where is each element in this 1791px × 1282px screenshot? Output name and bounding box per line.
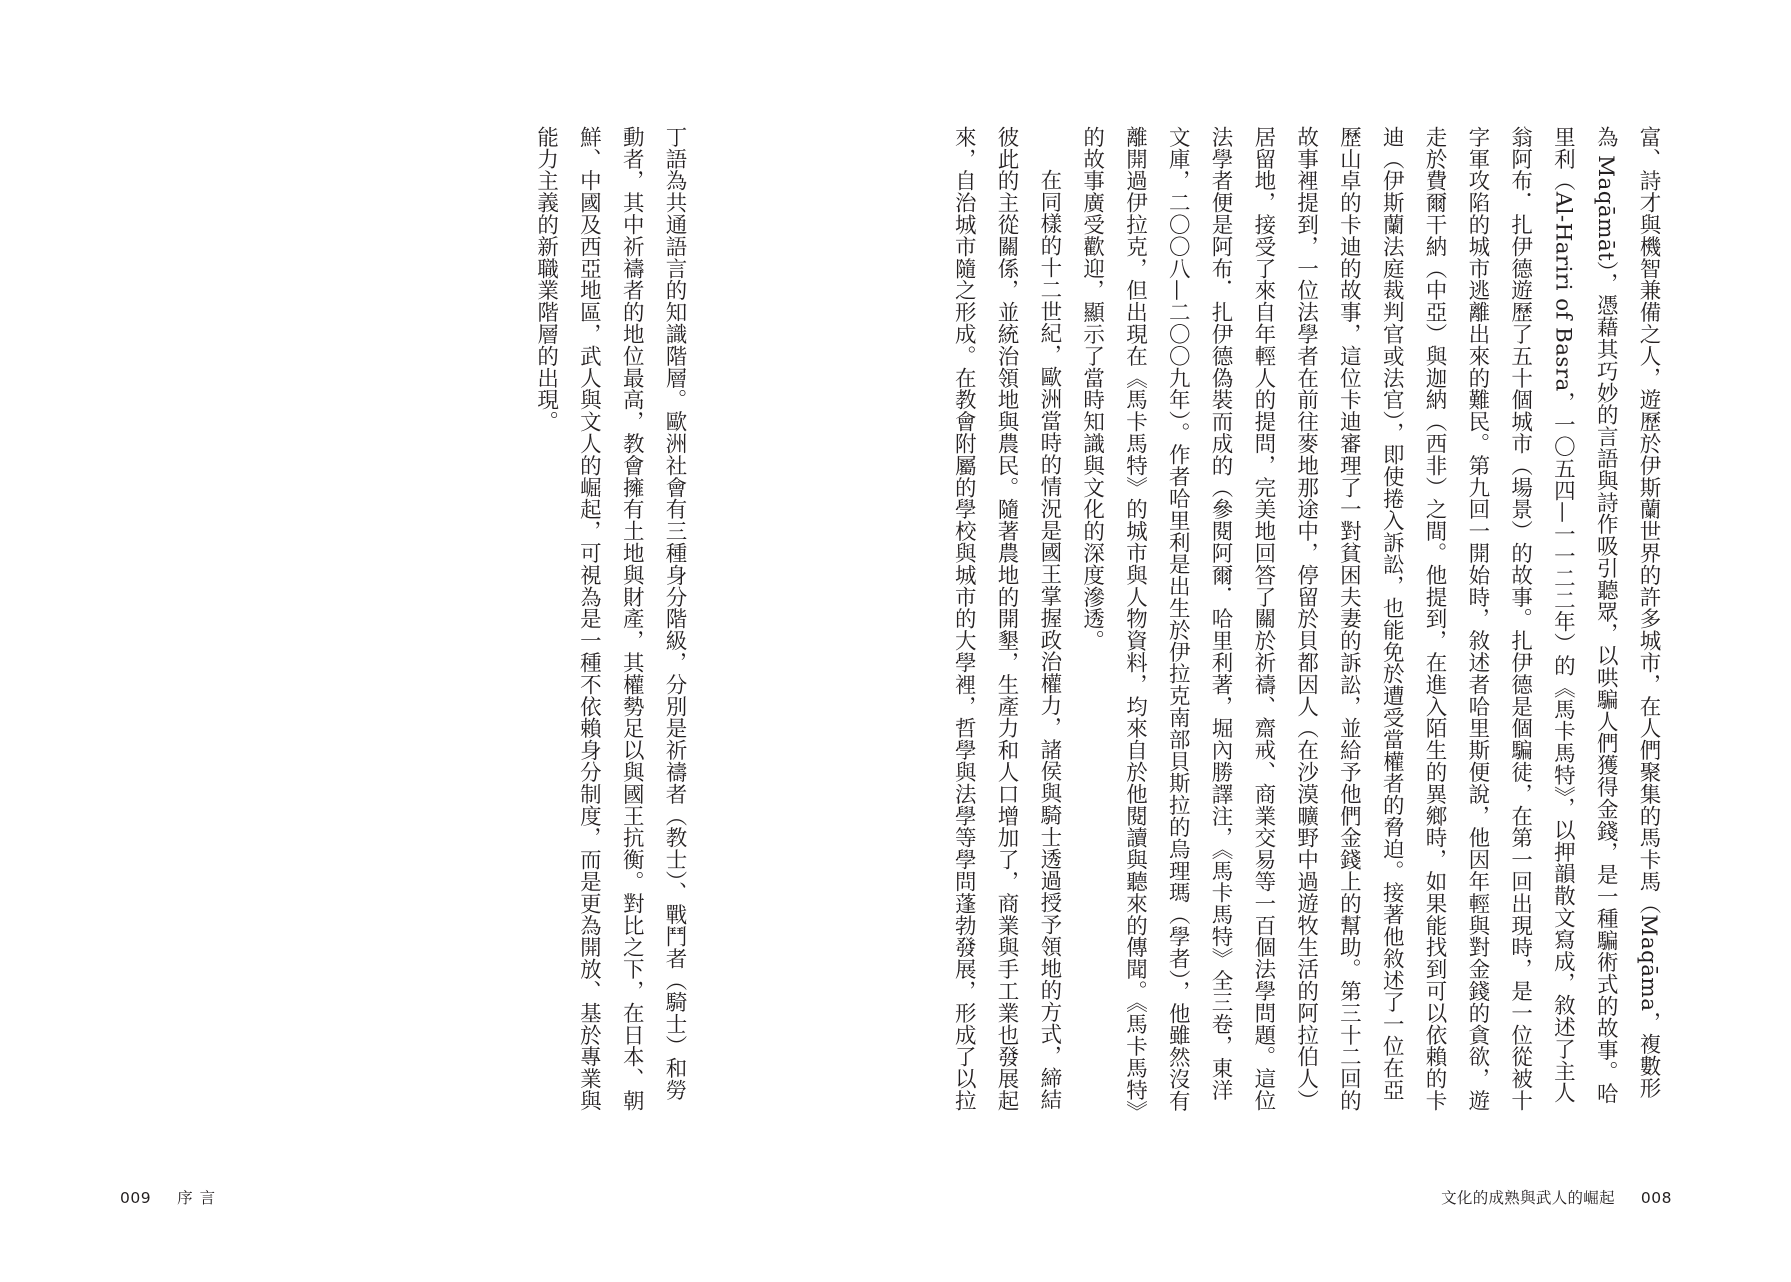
right-page-paragraph-2: 在同樣的十二世紀，歐洲當時的情況是國王掌握政治權力，諸侯與騎士透過授予領地的方式，締結彼此的主從關係，並統治領地與農民。隨著農地的開墾，生產力和人口增加了，商業與手工業也發展起來，自治城市隨之形成。在教會附屬的學校與城市的大學裡，哲學與法學等學問蓬勃發展，形成了以拉 [951, 126, 1062, 1112]
left-page-body [355, 126, 695, 1116]
right-running-head: 文化的成熟與武人的崛起 [1441, 1189, 1615, 1207]
left-page-paragraph-1: 丁語為共通語言的知識階層。歐洲社會有三種身分階級，分別是祈禱者（教士）、戰鬥者（騎士）和勞動者，其中祈禱者的地位最高，教會擁有土地與財產，其權勢足以與國王抗衡。對比之下，在日本、朝鮮、中國及西亞地區，武人與文人的崛起，可視為是一種不依賴身分制度，而是更為開放、基於專業與能力主義的新職業階層的出現。 [533, 126, 687, 1112]
right-page-footer [1441, 1186, 1672, 1208]
left-page-number: 009 [120, 1189, 152, 1207]
right-page-number: 008 [1640, 1189, 1672, 1207]
right-page-paragraph-1: 富、詩才與機智兼備之人，遊歷於伊斯蘭世界的許多城市，在人們聚集的馬卡馬（Maqāma，複數形為 Maqāmāt），憑藉其巧妙的言語與詩作吸引聽眾，以哄騙人們獲得金錢，是一種騙術式的故事。哈里利（Al-Hariri of Basra，一〇五四—一一二二年）的《馬卡馬特》，以押韻散文寫成，敘述了主人翁阿布．扎伊德遊歷了五十個城市（場景）的故事。扎伊德是個騙徒，在第一回出現時，是一位從被十字軍攻陷的城市逃離出來的難民。第九回一開始時，敘述者哈里斯便說，他因年輕與對金錢的貪欲，遊走於費爾干納（中亞）與迦納（西非）之間。他提到，在進入陌生的異鄉時，如果能找到可以依賴的卡迪（伊斯蘭法庭裁判官或法官），即使捲入訴訟，也能免於遭受當權者的脅迫。接著他敘述了一位在亞歷山卓的卡迪的故事，這位卡迪審理了一對貧困夫妻的訴訟，並給予他們金錢上的幫助。第三十二回的故事裡提到，一位法學者在前往麥地那途中，停留於貝都因人（在沙漠曠野中過遊牧生活的阿拉伯人）居留地，接受了來自年輕人的提問，完美地回答了關於祈禱、齋戒、商業交易等一百個法學問題。這位法學者便是阿布．扎伊德偽裝而成的（參閱阿爾．哈里利著，堀內勝譯注，《馬卡馬特》全三卷，東洋文庫，二〇〇八—二〇〇九年）。作者哈里利是出生於伊拉克南部貝斯拉的烏理瑪（學者），他雖然沒有離開過伊拉克，但出現在《馬卡馬特》的城市與人物資料，均來自於他閱讀與聽來的傳聞。《馬卡馬特》的故事廣受歡迎，顯示了當時知識與文化的深度滲透。 [1079, 126, 1661, 1112]
right-page-body [951, 126, 1669, 1116]
left-running-head: 序言 [177, 1189, 223, 1207]
left-page-footer [120, 1186, 222, 1208]
